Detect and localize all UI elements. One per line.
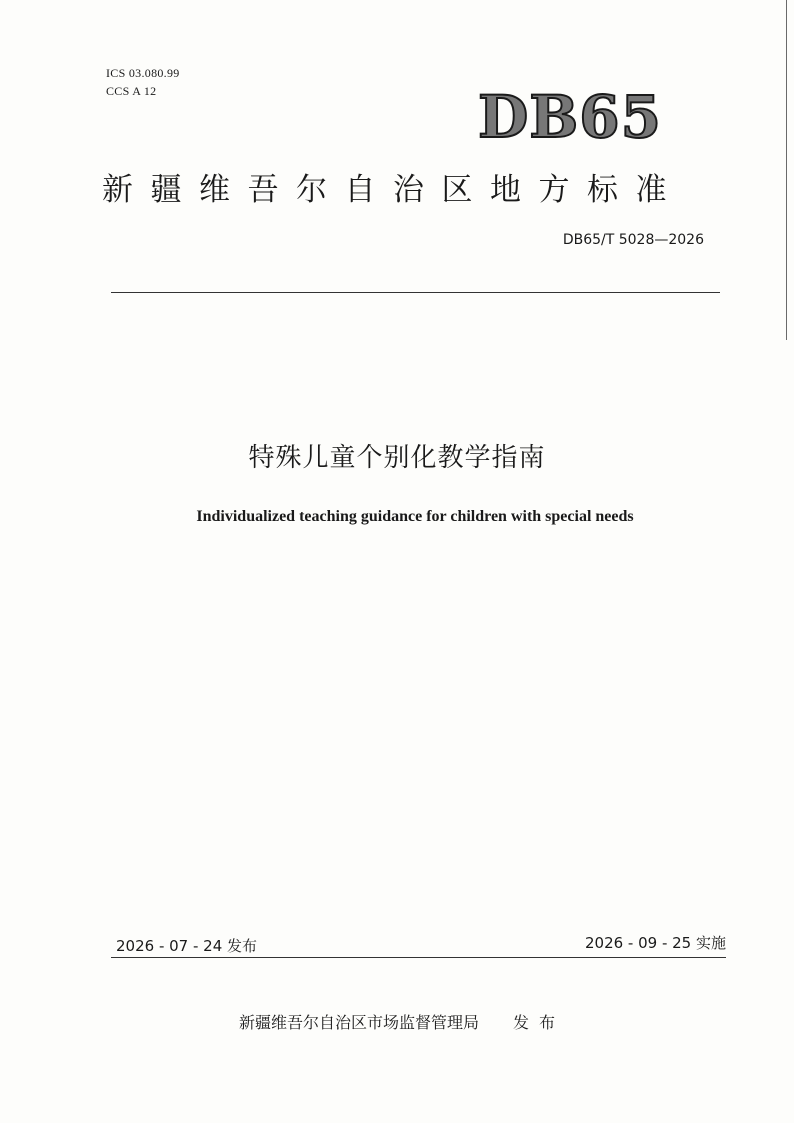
issuing-authority xyxy=(239,1011,565,1035)
document-title-chinese: 特殊儿童个别化教学指南 xyxy=(248,443,546,473)
issuer-action: 发布 xyxy=(513,1013,566,1032)
implementation-date: 2026 - 09 - 25 实施 xyxy=(584,934,726,952)
db65-logo: DB65 xyxy=(477,83,662,151)
header-divider xyxy=(111,292,720,293)
ccs-code: CCS A 12 xyxy=(106,84,157,98)
page-edge-line xyxy=(786,0,787,340)
standard-type: 新疆维吾尔自治区地方标准 xyxy=(102,172,684,208)
issuer-name: 新疆维吾尔自治区市场监督管理局 xyxy=(239,1013,480,1032)
standard-number: DB65/T 5028—2026 xyxy=(562,232,704,248)
classification-codes xyxy=(106,64,180,100)
document-title-english: Individualized teaching guidance for children with special needs xyxy=(196,508,634,525)
footer-divider xyxy=(111,957,726,958)
issue-date: 2026 - 07 - 24 发布 xyxy=(116,937,258,955)
ics-code: ICS 03.080.99 xyxy=(106,66,180,80)
